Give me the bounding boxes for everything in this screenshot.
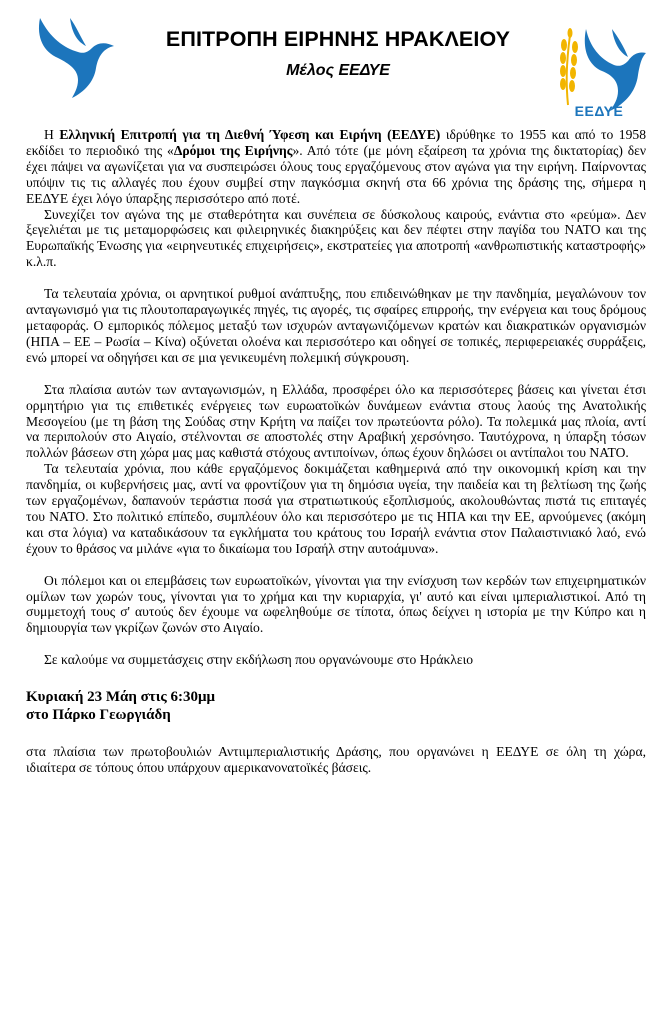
page-title: ΕΠΙΤΡΟΠΗ ΕΙΡΗΝΗΣ ΗΡΑΚΛΕΙΟΥ [165,27,511,51]
paragraph-6: Οι πόλεμοι και οι επεμβάσεις των ευρωατοϊκών, γίνονται για την ενίσχυση των κερδών των επιχειρηματικών ομίλων των χωρών τους, γίνονται για το χρήμα και την κυριαρχία, γι' αυτό και είναι ιμπεριαλιστικοί. Από τη συμμετοχή τους σ' αυτούς δεν έχουμε να ωφεληθούμε σε τίποτα, όπως δείχνει η ιστορία με την Κύπρο και η δημιουργία των γκρίζων ζωνών στο Αιγαίο. [26,572,646,636]
text-run: ιδρύθηκε το 1955 και από το 1958 εκδίδει το περιοδικό της « [26,127,646,158]
paragraph-intro [26,127,646,207]
dove-icon [34,12,116,104]
page-subtitle: Μέλος ΕΕΔΥΕ [286,62,390,79]
text-run: Η [44,127,60,142]
paragraph-5: Τα τελευταία χρόνια, που κάθε εργαζόμενος δοκιμάζεται καθημερινά από την οικονομική κρίση και την πανδημία, οι κυβερνήσεις μας, αντί να φροντίζουν για τη δημόσια υγεία, την παιδεία και τη βελτίωση της ζωής των εργαζομένων, δαπανούν τεράστια ποσά για στρατιωτικούς εξοπλισμούς, ακολουθώντας πιστά τις επιταγές του ΝΑΤΟ. Στο πολιτικό επίπεδο, συμπλέουν όλο και περισσότερο με τις ΗΠΑ και την ΕΕ, αρνούμενες (ακόμη και στα λόγια) να καταδικάσουν τα εγκλήματα του κράτους του Ισραήλ ενάντια στον Παλαιστινιακό λαό, ενώ έχουν το θράσος να μιλάνε «για το δικαίωμα του Ισραήλ στην αυτοάμυνα». [26,461,646,556]
event-place: στο Πάρκο Γεωργιάδη [26,707,171,724]
logo-text: ΕΕΔΥΕ [574,103,624,119]
paragraph-3: Τα τελευταία χρόνια, οι αρνητικοί ρυθμοί ανάπτυξης, που επιδεινώθηκαν με την πανδημία, μεγαλώνουν τον ανταγωνισμό για τις πλουτοπαραγωγικές πηγές, τις αγορές, τις σφαίρες επιρροής, την ενέργεια και τους δρόμους μεταφοράς. Ο εμπορικός πόλεμος μεταξύ των ισχυρών ανταγωνιζόμενων κρατών και διακρατικών οργανισμών (ΗΠΑ – ΕΕ – Ρωσία – Κίνα) οξύνεται ολοένα και περισσότερο και οδηγεί σε τοπικές, περιφερειακές συρράξεις, ενώ μπορεί να οδηγήσει και σε μια γενικευμένη πολεμική σύγκρουση. [26,286,646,365]
event-date: Κυριακή 23 Μάη στις 6:30μμ [26,689,215,706]
paragraph-closing: στα πλαίσια των πρωτοβουλιών Αντιιμπεριαλιστικής Δράσης, που οργανώνει η ΕΕΔΥΕ σε όλη τη χώρα, ιδιαίτερα σε τόπους όπου υπάρχουν αμερικανονατοϊκές βάσεις. [26,744,646,776]
paragraph-invitation: Σε καλούμε να συμμετάσχεις στην εκδήλωση που οργανώνουμε στο Ηράκλειο [44,652,474,668]
magazine-name: Δρόμοι της Ειρήνης [173,142,293,158]
paragraph-4: Στα πλαίσια αυτών των ανταγωνισμών, η Ελλάδα, προσφέρει όλο κα περισσότερες βάσεις και γίνεται έτσι ορμητήριο για τις επιθετικές ενέργειες των ευρωατοϊκών δυνάμεων ενάντια στους λαούς της Ανατολικής Μεσογείου (με τη βάση της Σούδας στην Κρήτη να παίζει τον πρωτεύοντα ρόλο). Τα πολεμικά μας πλοία, αντί να περιπολούν στο Αιγαίο, στέλνονται σε αποστολές στην Αραβική χερσόνησο. Ταυτόχρονα, η ύπαρξη τόσων πολλών βάσεων στη χώρα μας μας καθιστά στόχους αντιποίνων, όπως έχουν δηλώσει οι αντίπαλοι του ΝΑΤΟ. [26,381,646,461]
org-name: Ελληνική Επιτροπή για τη Διεθνή Ύφεση και Ειρήνη (ΕΕΔΥΕ) [59,127,441,142]
text-run: ». Από τότε (με μόνη εξαίρεση τα χρόνια της δικτατορίας) δεν έχει πάψει να αγωνίζεται για να συσπειρώσει όλους τους εργαζόμενους στον αγώνα για την ειρήνη. Παίρνοντας υπόψιν τις τις αλλαγές που έχουν συμβεί στην παγκόσμια σκηνή στα 66 χρόνια της δράσης της, σήμερα η ΕΕΔΥΕ έχει λόγο ύπαρξης περισσότερο από ποτέ. [26,142,646,206]
paragraph-2: Συνεχίζει τον αγώνα της με σταθερότητα και συνέπεια σε δύσκολους καιρούς, ενάντια στο «ρεύμα». Δεν ξεγελιέται με τις μεταμορφώσεις και φιλειρηνικές διακηρύξεις και δεν πέφτει στην παγίδα του ΝΑΤΟ και της Ευρωπαϊκής Ένωσης για «ειρηνευτικές επιχειρήσεις», εκστρατείες για αποτροπή «ανθρωπιστικής καταστροφής» κ.λ.π. [26,206,646,270]
document-body [26,127,646,776]
header [0,0,670,125]
